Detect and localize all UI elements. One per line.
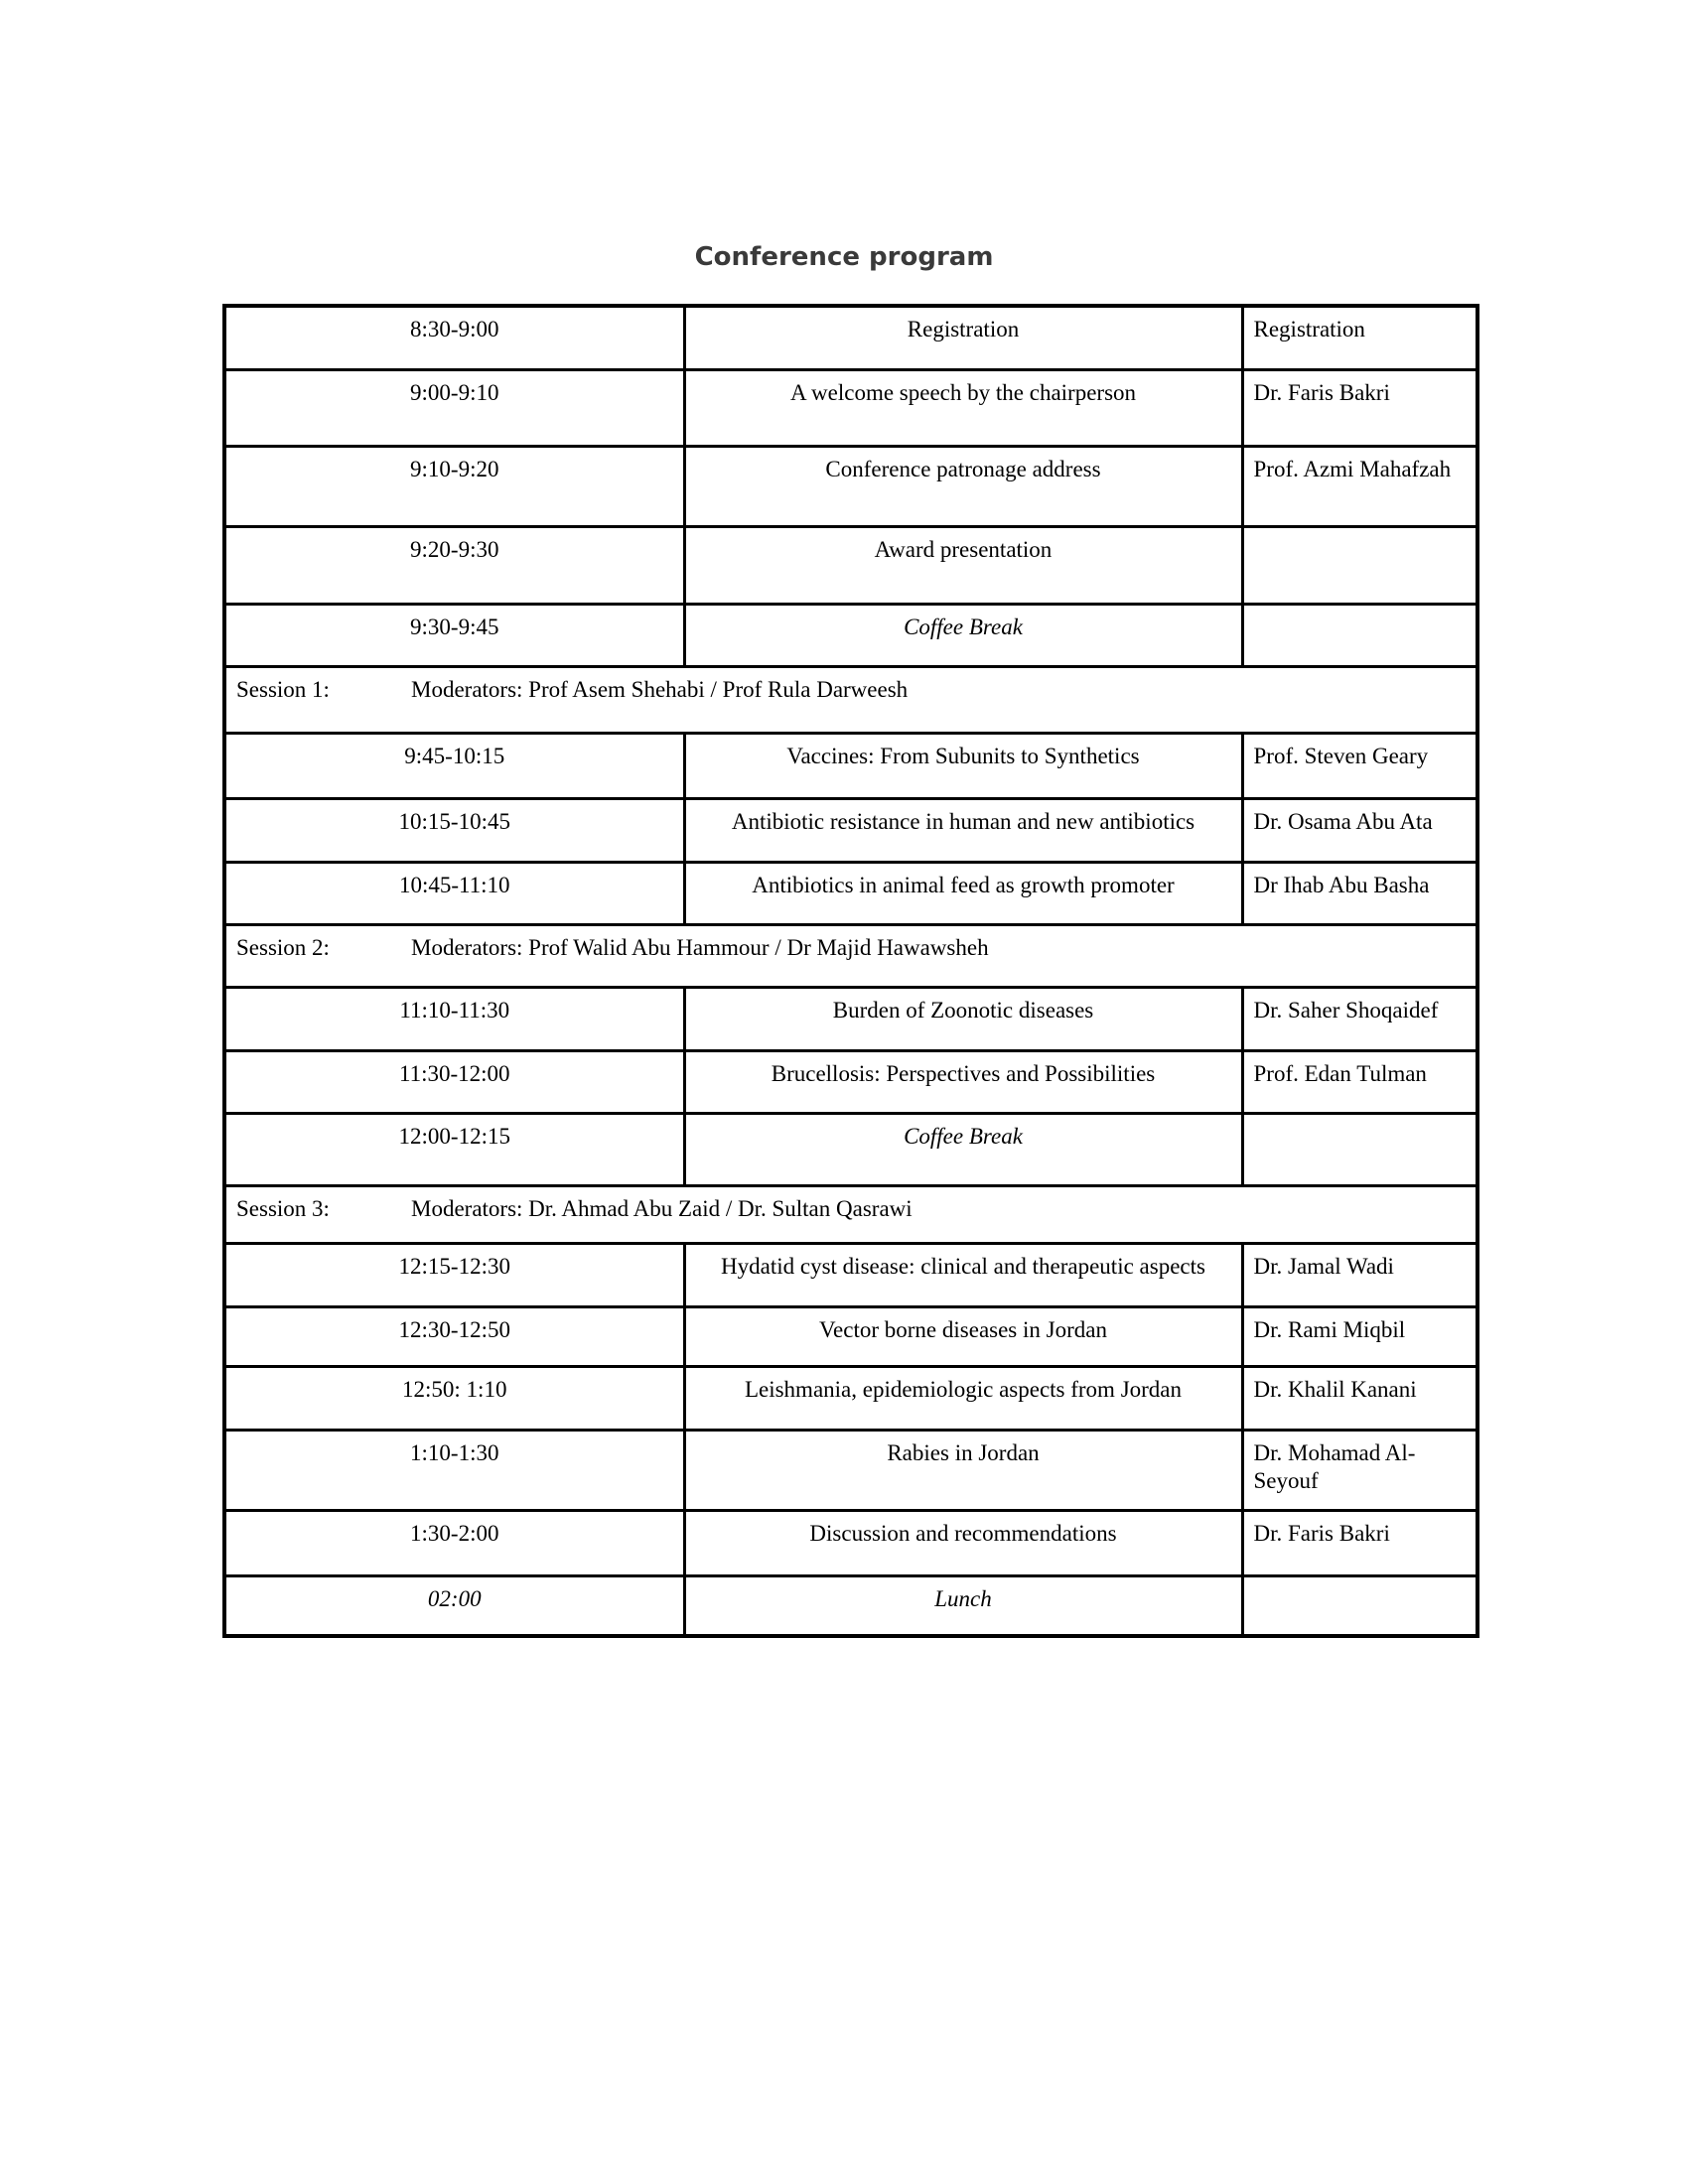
topic-cell: Brucellosis: Perspectives and Possibilities [684, 1050, 1242, 1113]
table-row [224, 1243, 1477, 1306]
session-header [224, 1185, 1477, 1243]
table-row [224, 1575, 1477, 1636]
table-row [224, 798, 1477, 862]
session-label: Session 1: [236, 676, 330, 702]
speaker-cell: Dr. Khalil Kanani [1242, 1366, 1477, 1430]
speaker-cell: Registration [1242, 306, 1477, 369]
time-cell: 9:45-10:15 [224, 733, 684, 798]
speaker-cell: Prof. Azmi Mahafzah [1242, 446, 1477, 526]
table-row [224, 862, 1477, 924]
time-cell: 12:50: 1:10 [224, 1366, 684, 1430]
table-row [224, 733, 1477, 798]
program-table [222, 304, 1479, 1638]
table-row [224, 306, 1477, 369]
speaker-cell: Dr. Faris Bakri [1242, 369, 1477, 446]
speaker-cell [1242, 526, 1477, 604]
speaker-cell: Prof. Steven Geary [1242, 733, 1477, 798]
time-cell: 12:15-12:30 [224, 1243, 684, 1306]
topic-cell: Hydatid cyst disease: clinical and therapeutic aspects [684, 1243, 1242, 1306]
speaker-cell: Dr. Mohamad Al-Seyouf [1242, 1430, 1477, 1510]
topic-cell: Leishmania, epidemiologic aspects from Jordan [684, 1366, 1242, 1430]
time-cell: 11:30-12:00 [224, 1050, 684, 1113]
time-cell: 02:00 [224, 1575, 684, 1636]
session-header [224, 666, 1477, 733]
session-row [224, 666, 1477, 733]
time-cell: 9:00-9:10 [224, 369, 684, 446]
topic-cell: Rabies in Jordan [684, 1430, 1242, 1510]
time-cell: 1:30-2:00 [224, 1510, 684, 1575]
time-cell: 12:30-12:50 [224, 1306, 684, 1366]
topic-cell: Coffee Break [684, 604, 1242, 666]
time-cell: 8:30-9:00 [224, 306, 684, 369]
speaker-cell [1242, 1575, 1477, 1636]
time-cell: 9:30-9:45 [224, 604, 684, 666]
session-moderators: Moderators: Prof Walid Abu Hammour / Dr Majid Hawawsheh [411, 934, 989, 960]
topic-cell: Antibiotics in animal feed as growth promoter [684, 862, 1242, 924]
table-row [224, 1366, 1477, 1430]
session-moderators: Moderators: Prof Asem Shehabi / Prof Rula Darweesh [411, 676, 909, 702]
time-cell: 11:10-11:30 [224, 987, 684, 1050]
speaker-cell: Dr. Osama Abu Ata [1242, 798, 1477, 862]
topic-cell: Conference patronage address [684, 446, 1242, 526]
topic-cell: Vaccines: From Subunits to Synthetics [684, 733, 1242, 798]
topic-cell: Discussion and recommendations [684, 1510, 1242, 1575]
session-label: Session 3: [236, 1195, 330, 1221]
speaker-cell: Prof. Edan Tulman [1242, 1050, 1477, 1113]
table-row [224, 369, 1477, 446]
table-row [224, 1113, 1477, 1185]
speaker-cell: Dr. Jamal Wadi [1242, 1243, 1477, 1306]
topic-cell: Registration [684, 306, 1242, 369]
table-row [224, 526, 1477, 604]
table-row [224, 1306, 1477, 1366]
time-cell: 10:15-10:45 [224, 798, 684, 862]
topic-cell: Award presentation [684, 526, 1242, 604]
speaker-cell: Dr Ihab Abu Basha [1242, 862, 1477, 924]
time-cell: 1:10-1:30 [224, 1430, 684, 1510]
speaker-cell [1242, 604, 1477, 666]
session-moderators: Moderators: Dr. Ahmad Abu Zaid / Dr. Sultan Qasrawi [411, 1195, 913, 1221]
table-row [224, 446, 1477, 526]
page-title: Conference program [694, 242, 994, 272]
table-row [224, 1430, 1477, 1510]
table-row [224, 987, 1477, 1050]
topic-cell: Lunch [684, 1575, 1242, 1636]
time-cell: 12:00-12:15 [224, 1113, 684, 1185]
time-cell: 9:10-9:20 [224, 446, 684, 526]
speaker-cell [1242, 1113, 1477, 1185]
topic-cell: Antibiotic resistance in human and new antibiotics [684, 798, 1242, 862]
session-row [224, 924, 1477, 987]
topic-cell: Coffee Break [684, 1113, 1242, 1185]
session-header [224, 924, 1477, 987]
table-row [224, 604, 1477, 666]
session-row [224, 1185, 1477, 1243]
time-cell: 9:20-9:30 [224, 526, 684, 604]
time-cell: 10:45-11:10 [224, 862, 684, 924]
speaker-cell: Dr. Saher Shoqaidef [1242, 987, 1477, 1050]
speaker-cell: Dr. Rami Miqbil [1242, 1306, 1477, 1366]
table-row [224, 1510, 1477, 1575]
session-label: Session 2: [236, 934, 330, 960]
speaker-cell: Dr. Faris Bakri [1242, 1510, 1477, 1575]
topic-cell: A welcome speech by the chairperson [684, 369, 1242, 446]
topic-cell: Burden of Zoonotic diseases [684, 987, 1242, 1050]
table-row [224, 1050, 1477, 1113]
topic-cell: Vector borne diseases in Jordan [684, 1306, 1242, 1366]
